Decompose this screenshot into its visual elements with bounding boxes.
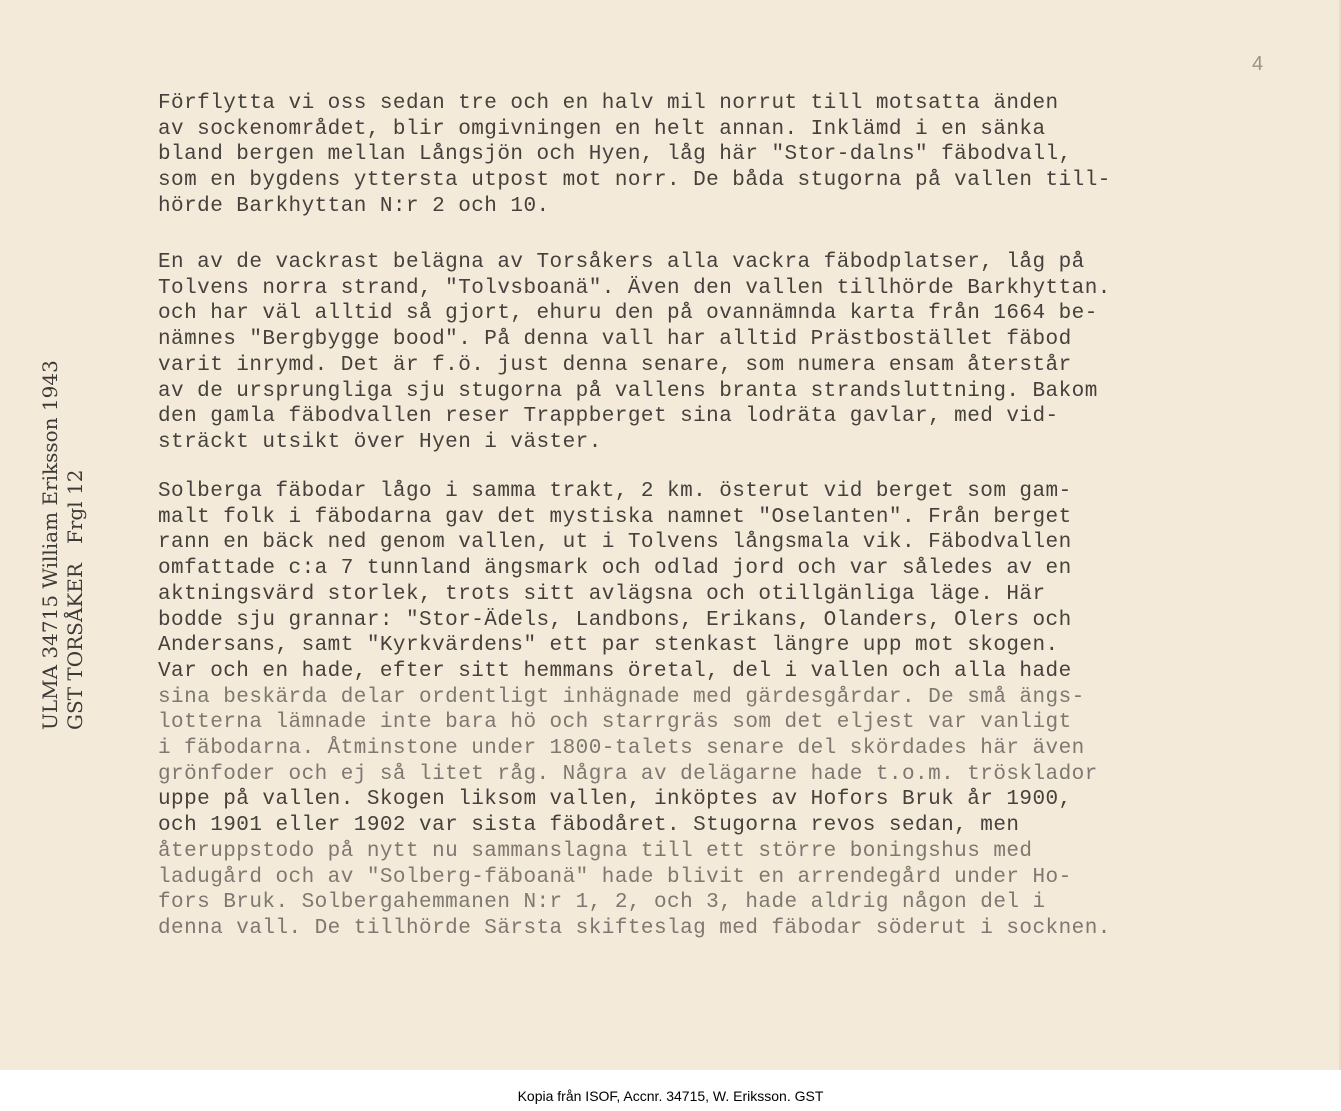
text-line: och har väl alltid så gjort, ehuru den på ovannämnda karta från 1664 be-: [158, 302, 1098, 326]
text-line: som en bygdens yttersta utpost mot norr. De båda stugorna på vallen till-: [158, 169, 1111, 193]
text-line: Var och en hade, efter sitt hemmans öretal, del i vallen och alla hade: [158, 659, 1072, 683]
text-line: av sockenområdet, blir omgivningen en helt annan. Inklämd i en sänka: [158, 117, 1046, 141]
text-line: omfattade c:a 7 tunnland ängsmark och odlad jord och var således av en: [158, 557, 1072, 581]
paragraph: [158, 91, 1111, 220]
text-line: sina beskärda delar ordentligt inhägnade med gärdesgårdar. De små ängs-: [158, 685, 1085, 709]
text-line: denna vall. De tillhörde Särsta skifteslag med fäbodar söderut i socknen.: [158, 916, 1111, 940]
text-line: varit inrymd. Det är f.ö. just denna senare, som numera ensam återstår: [158, 353, 1072, 377]
text-line: i fäbodarna. Åtminstone under 1800-talets senare del skördades här även: [158, 737, 1085, 761]
text-line: Tolvens norra strand, "Tolvsboanä". Även den vallen tillhörde Barkhyttan.: [158, 276, 1111, 300]
stamp-line-parish: GST TORSÅKER Frgl 12: [63, 469, 87, 730]
text-line: malt folk i fäbodarna gav det mystiska namnet "Oselanten". Från berget: [158, 505, 1072, 529]
paragraph: [158, 250, 1111, 456]
text-line: den gamla fäbodvallen reser Trappberget sina lodräta gavlar, med vid-: [158, 405, 1059, 429]
text-line: bodde sju grannar: "Stor-Ädels, Landbons, Erikans, Olanders, Olers och: [158, 608, 1072, 632]
text-line: återuppstodo på nytt nu sammanslagna till ett större boningshus med: [158, 839, 1033, 863]
paragraph: [158, 479, 1111, 942]
text-line: Solberga fäbodar lågo i samma trakt, 2 km. österut vid berget som gam-: [158, 480, 1072, 503]
text-line: hörde Barkhyttan N:r 2 och 10.: [158, 194, 550, 218]
text-line: Förflytta vi oss sedan tre och en halv mil norrut till motsatta änden: [158, 92, 1059, 115]
text-line: aktningsvärd storlek, trots sitt avlägsna och otillgänliga läge. Här: [158, 582, 1046, 606]
text-line: bland bergen mellan Långsjön och Hyen, låg här "Stor-dalns" fäbodvall,: [158, 143, 1072, 167]
text-line: rann en bäck ned genom vallen, ut i Tolvens långsmala vik. Fäbodvallen: [158, 531, 1072, 555]
text-line: och 1901 eller 1902 var sista fäbodåret. Stugorna revos sedan, men: [158, 814, 1020, 838]
text-line: av de ursprungliga sju stugorna på vallens branta strandsluttning. Bakom: [158, 379, 1098, 403]
text-line: grönfoder och ej så litet råg. Några av delägarne hade t.o.m. trösklador: [158, 762, 1098, 786]
text-line: Andersans, samt "Kyrkvärdens" ett par stenkast längre upp mot skogen.: [158, 634, 1059, 658]
copy-source-footer: Kopia från ISOF, Accnr. 34715, W. Eriksson. GST: [517, 1088, 824, 1104]
page-number: 4: [1252, 53, 1264, 75]
text-line: nämnes "Bergbygge bood". På denna vall har alltid Prästbostället fäbod: [158, 328, 1072, 352]
stamp-line-archive-id: ULMA 34715 William Eriksson 1943: [38, 360, 62, 730]
text-line: En av de vackrast belägna av Torsåkers alla vackra fäbodplatser, låg på: [158, 251, 1085, 274]
archive-stamp: [38, 360, 88, 730]
text-line: fors Bruk. Solbergahemmanen N:r 1, 2, och 3, hade aldrig någon del i: [158, 891, 1046, 915]
text-line: sträckt utsikt över Hyen i väster.: [158, 430, 602, 454]
text-line: ladugård och av "Solberg-fäboanä" hade blivit en arrendegård under Ho-: [158, 865, 1072, 889]
text-line: lotterna lämnade inte bara hö och starrgräs som det eljest var vanligt: [158, 711, 1072, 735]
text-line: uppe på vallen. Skogen liksom vallen, inköptes av Hofors Bruk år 1900,: [158, 788, 1072, 812]
